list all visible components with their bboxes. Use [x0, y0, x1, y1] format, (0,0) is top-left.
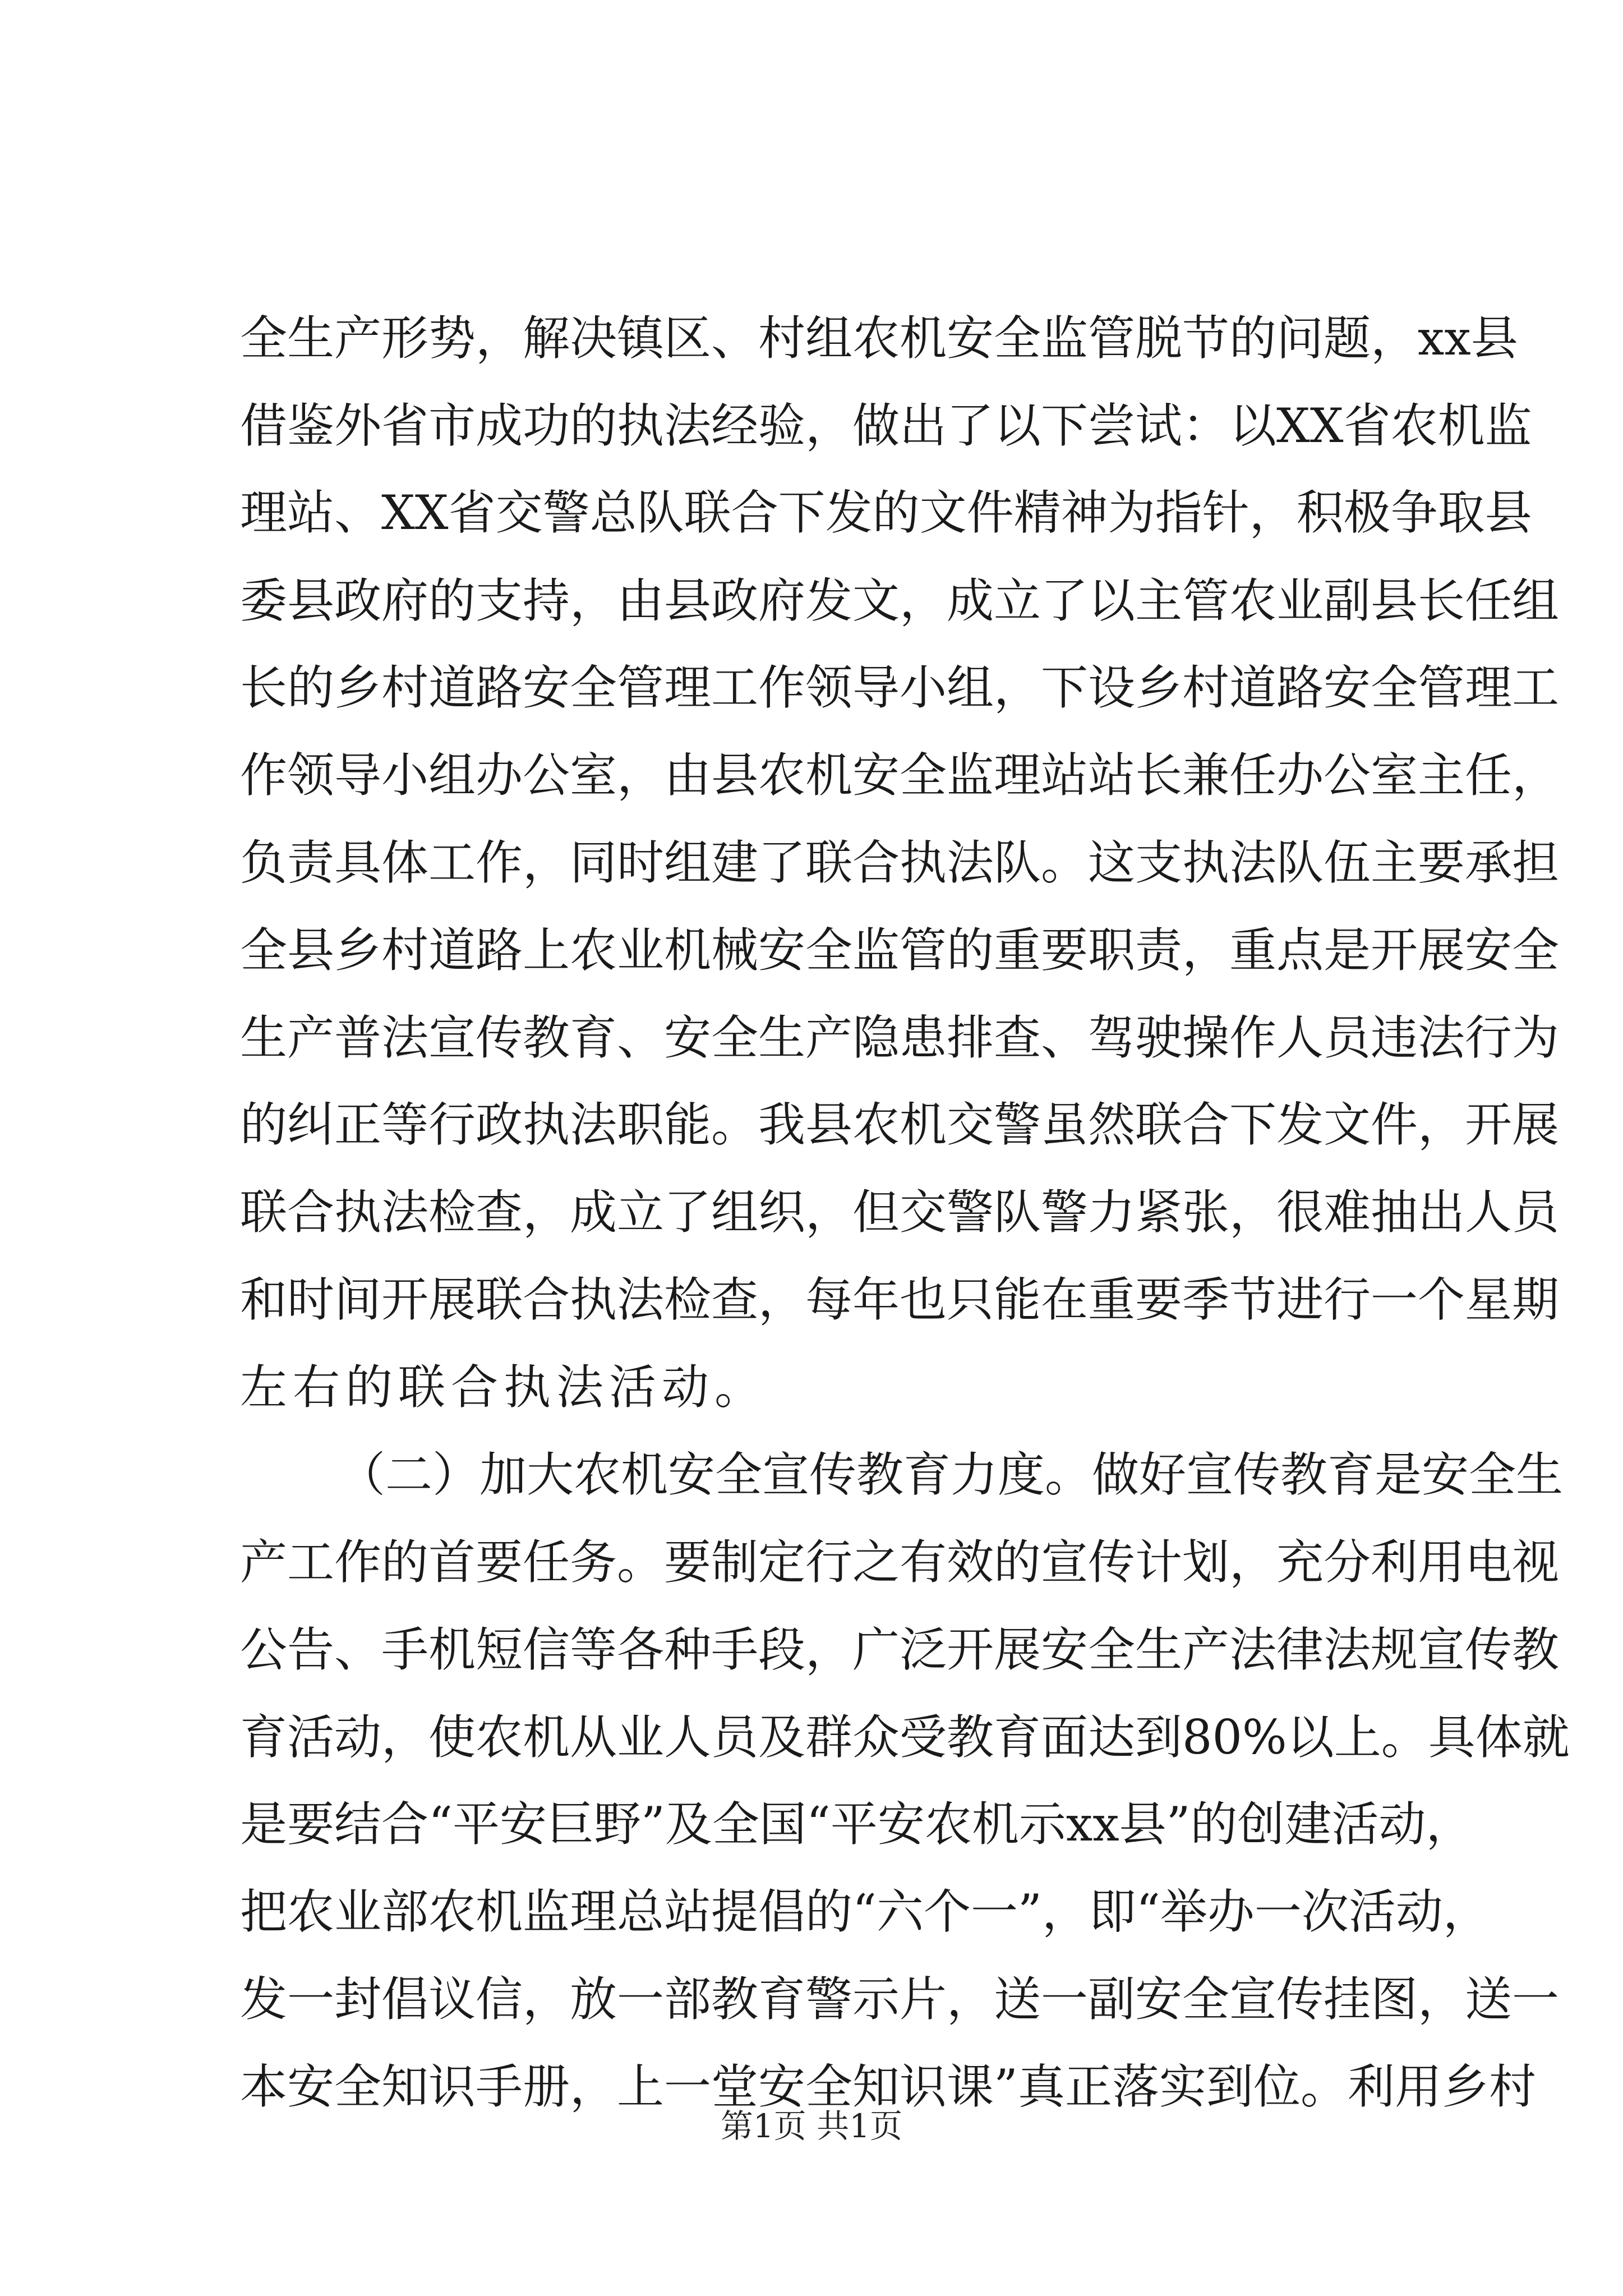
text-line: 借鉴外省市成功的执法经验，做出了以下尝试：以XX省农机监	[240, 398, 1532, 453]
text-line: 把农业部农机监理总站提倡的“六个一”，即“举办一次活动，	[240, 1884, 1490, 1939]
text-line: 作领导小组办公室，由县农机安全监理站站长兼任办公室主任，	[240, 748, 1560, 803]
text-line: 育活动，使农机从业人员及群众受教育面达到80%以上。具体就	[240, 1710, 1570, 1765]
text-line: 负责具体工作，同时组建了联合执法队。这支执法队伍主要承担	[240, 835, 1560, 890]
text-line: 长的乡村道路安全管理工作领导小组，下设乡村道路安全管理工	[240, 660, 1560, 715]
text-line: 本安全知识手册，上一堂安全知识课”真正落实到位。利用乡村	[240, 2059, 1536, 2114]
text-line: 是要结合“平安巨野”及全国“平安农机示xx县”的创建活动，	[240, 1797, 1473, 1852]
text-line: 全生产形势，解决镇区、村组农机安全监管脱节的问题，xx县	[240, 311, 1518, 366]
text-line: 公告、手机短信等各种手段，广泛开展安全生产法律法规宣传教	[240, 1622, 1560, 1677]
text-line: 发一封倡议信，放一部教育警示片，送一副安全宣传挂图，送一	[240, 1972, 1560, 2027]
text-line: 和时间开展联合执法检查，每年也只能在重要季节进行一个星期	[240, 1272, 1560, 1327]
text-line: 委县政府的支持，由县政府发文，成立了以主管农业副县长任组	[240, 573, 1560, 628]
text-line: 联合执法检查，成立了组织，但交警队警力紧张，很难抽出人员	[240, 1185, 1560, 1240]
text-line: 的纠正等行政执法职能。我县农机交警虽然联合下发文件，开展	[240, 1097, 1560, 1152]
text-line: 全县乡村道路上农业机械安全监管的重要职责，重点是开展安全	[240, 923, 1560, 978]
text-line: 产工作的首要任务。要制定行之有效的宣传计划，充分利用电视	[240, 1535, 1560, 1590]
text-line: 左右的联合执法活动。	[240, 1360, 768, 1415]
text-line: 理站、XX省交警总队联合下发的文件精神为指针，积极争取县	[240, 485, 1532, 540]
page-footer: 第1页 共1页	[720, 2107, 903, 2145]
text-line: 生产普法宣传教育、安全生产隐患排查、驾驶操作人员违法行为	[240, 1010, 1560, 1065]
section-heading-line: （二）加大农机安全宣传教育力度。做好宣传教育是安全生	[338, 1447, 1564, 1502]
